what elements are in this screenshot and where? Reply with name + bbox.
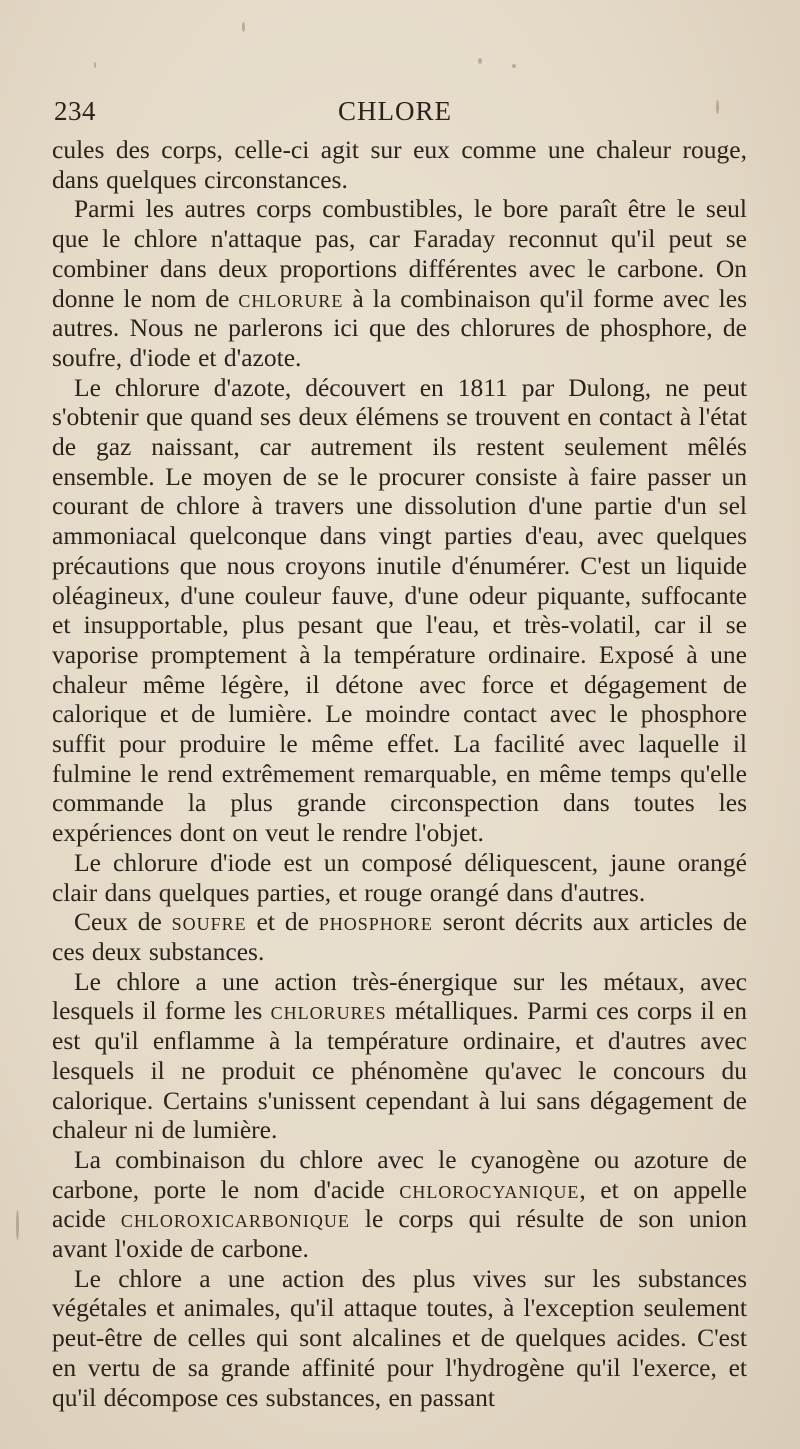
term-small-caps: soufre	[171, 907, 247, 937]
text-run: Le chlorure d'azote, découvert en 1811 par Dulong, ne peut s'obtenir que quand ses deux élémens se trouvent en contact à l'état de gaz naissant, car autrement ils restent seulement mêlés ensemble. Le moyen de se le procurer consiste à faire passer un courant de chlore à travers une dissolution d'une partie d'un sel ammoniacal quelconque dans vingt parties d'eau, avec quelques précautions que nous croyons inutile d'énumérer. C'est un liquide oléagineux, d'une couleur fauve, d'une odeur piquante, suffocante et insupportable, plus pesant que l'eau, et très-volatil, car il se vaporise promptement à la température ordinaire. Exposé à une chaleur même légère, il détone avec force et dégagement de calorique et de lumière. Le moindre contact avec le phosphore suffit pour produire le même effet. La facilité avec laquelle il fulmine le rend extrêmement remarquable, en même temps qu'elle commande la plus grande circonspection dans toutes les expériences dont on veut le rendre l'objet.	[52, 372, 748, 848]
text-run: le corps qui résulte de son union avant l'oxide de carbone.	[52, 1204, 747, 1264]
paper-blemish	[16, 1210, 19, 1240]
paragraph	[52, 1145, 747, 1264]
term-small-caps: chlorocyanique	[399, 1174, 580, 1204]
text-run: Parmi les autres corps combustibles, le bore paraît être le seul que le chlore n'attaque pas, car Faraday reconnut qu'il peut se combiner dans deux proportions différentes avec le carbone. On donne le nom de	[52, 194, 747, 313]
paragraph	[52, 1264, 747, 1413]
paragraph	[52, 135, 747, 194]
text-run: La combinaison du chlore avec le cyanogène ou azoture de carbone, porte le nom d'acide	[52, 1144, 747, 1204]
page-header	[38, 96, 738, 136]
term-small-caps: chlorures	[270, 996, 387, 1026]
term-small-caps: phosphore	[318, 907, 433, 937]
paper-blemish	[512, 64, 516, 68]
paper-blemish	[242, 22, 245, 32]
paper-blemish	[94, 62, 96, 68]
text-run: Ceux de	[74, 907, 172, 937]
page-number: 234	[54, 96, 96, 126]
text-run: Le chlorure d'iode est un composé déliquescent, jaune orangé clair dans quelques parties, et rouge orangé dans d'autres.	[52, 847, 747, 907]
term-small-caps: chloroxicarbonique	[120, 1204, 350, 1234]
term-small-caps: chlorure	[238, 283, 344, 313]
paragraph	[52, 967, 747, 1145]
body-text	[52, 135, 747, 1412]
running-head: CHLORE	[338, 96, 452, 126]
paragraph	[52, 848, 747, 907]
text-run: Le chlore a une action très-énergique sur les métaux, avec lesquels il forme les	[52, 966, 747, 1026]
text-run: , et on appelle acide	[52, 1174, 747, 1234]
text-run: à la combinaison qu'il forme avec les autres. Nous ne parlerons ici que des chlorures de phosphore, de soufre, d'iode et d'azote.	[52, 283, 747, 372]
text-run: et de	[246, 907, 319, 937]
text-run: seront décrits aux articles de ces deux substances.	[52, 907, 747, 966]
paragraph	[52, 373, 747, 848]
paragraph	[52, 194, 747, 372]
text-run: Le chlore a une action des plus vives sur les substances végétales et animales, qu'il attaque toutes, à l'exception seulement peut-être de celles qui sont alcalines et de quelques acides. C'est en vertu de sa grande affinité pour l'hydrogène qu'il l'exerce, et qu'il décompose ces substances, en passant	[52, 1263, 747, 1412]
paragraph	[52, 907, 747, 966]
paper-blemish	[478, 58, 482, 64]
text-run: cules des corps, celle-ci agit sur eux comme une chaleur rouge, dans quelques circonstances.	[52, 135, 747, 194]
text-run: métalliques. Parmi ces corps il en est qu'il enflamme à la température ordinaire, et d'autres avec lesquels il ne produit ce phénomène qu'avec le concours du calorique. Certains s'unissent cependant à lui sans dégagement de chaleur ni de lumière.	[52, 996, 747, 1145]
